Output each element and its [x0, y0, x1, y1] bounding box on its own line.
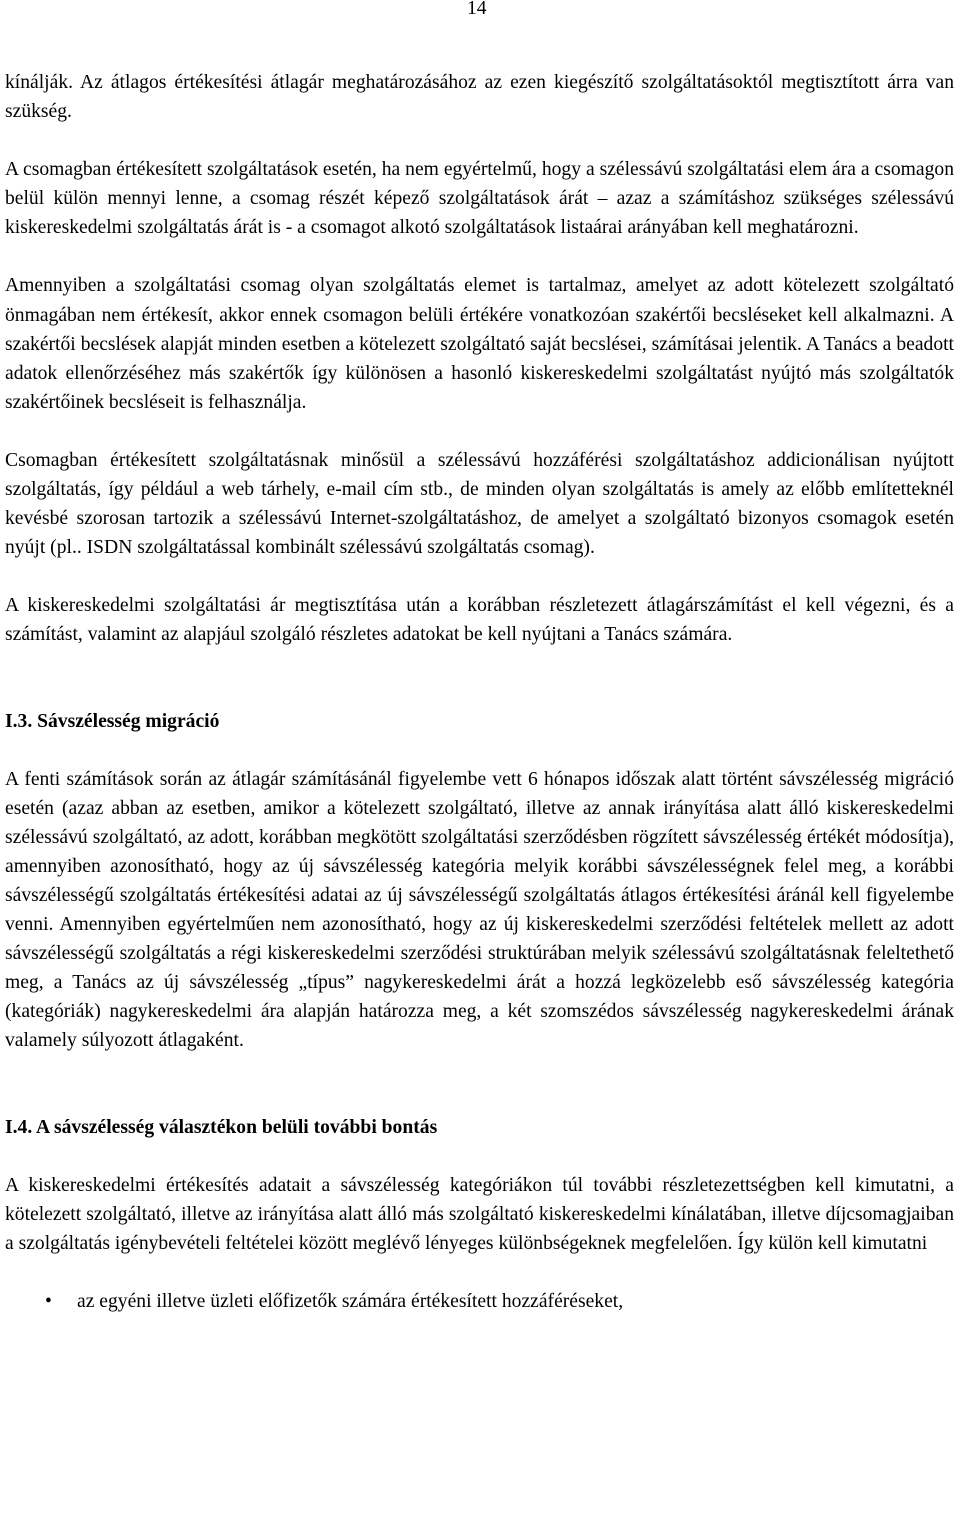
- paragraph: A fenti számítások során az átlagár számításánál figyelembe vett 6 hónapos időszak alatt történt sávszélesség migráció esetén (azaz abban az esetben, amikor a kötelezett szolgáltató, illetve az annak irányítása alatt álló kiskereskedelmi szélessávú szolgáltató, az adott, korábban megkötött szolgáltatási szerződésben rögzített sávszélesség értékét módosítja), amennyiben azonosítható, hogy az új sávszélesség kategória melyik korábbi sávszélességnek felel meg, a korábbi sávszélességű szolgáltatás értékesítési adatai az új sávszélességű szolgáltatás átlagos értékesítési áránál kell figyelembe venni. Amennyiben egyértelműen nem azonosítható, hogy az új kiskereskedelmi szerződési feltételek mellett az adott sávszélességű szolgáltatás a régi kiskereskedelmi szerződési struktúrában melyik szélessávú szolgáltatásnak feleltethető meg, a Tanács az új sávszélesség „típus” nagykereskedelmi árát a hozzá legközelebb eső sávszélesség kategória (kategóriák) nagykereskedelmi ára alapján határozza meg, a két szomszédos sávszélesség nagykereskedelmi árának valamely súlyozott átlagaként.: [5, 768, 954, 1052]
- spacer: [5, 679, 954, 707]
- bullet-list: [5, 1287, 954, 1316]
- paragraph: Amennyiben a szolgáltatási csomag olyan szolgáltatás elemet is tartalmaz, amelyet az adott kötelezett szolgáltató önmagában nem értékesít, akkor ennek csomagon belüli értékére vonatkozóan szakértői becsléseket kell alkalmazni. A szakértői becslések alapját minden esetben a kötelezett szolgáltató saját becslései, számításai jelentik. A Tanács a beadott adatok ellenőrzéséhez más szakértők így különösen a hasonló kiskereskedelmi szolgáltatást nyújtó más szolgáltatók szakértőinek becsléseit is felhasználja.: [5, 275, 954, 413]
- paragraph: Csomagban értékesített szolgáltatásnak minősül a szélessávú hozzáférési szolgáltatáshoz addicionálisan nyújtott szolgáltatás, így például a web tárhely, e-mail cím stb., de minden olyan szolgáltatás is amely az előbb említetteknél kevésbé szorosan tartozik a szélessávú Internet-szolgáltatáshoz, de amelyet a szolgáltató bizonyos csomagok esetén nyújt (pl.. ISDN szolgáltatással kombinált szélessávú szolgáltatás csomag).: [5, 449, 954, 559]
- bullet-icon: •: [45, 1290, 52, 1312]
- page-number: 14: [467, 0, 487, 19]
- section-heading: I.3. Sávszélesség migráció: [5, 710, 220, 732]
- paragraph: kínálják. Az átlagos értékesítési átlagár meghatározásához az ezen kiegészítő szolgáltatásoktól megtisztított árra van szükség.: [5, 72, 954, 123]
- document-body: [5, 68, 954, 1316]
- paragraph: A kiskereskedelmi értékesítés adatait a sávszélesség kategóriákon túl további részletezettségben kell kimutatni, a kötelezett szolgáltató, illetve az irányítása alatt álló más szolgáltató kiskereskedelmi kínálatában, illetve díjcsomagjaiban a szolgáltatás igénybevételi feltételei között meglévő lényeges különbségeknek megfelelően. Így külön kell kimutatni: [5, 1174, 954, 1254]
- paragraph: A kiskereskedelmi szolgáltatási ár megtisztítása után a korábban részletezett átlagárszámítást el kell végezni, és a számítást, valamint az alapjául szolgáló részletes adatokat be kell nyújtani a Tanács számára.: [5, 595, 954, 646]
- list-item: [5, 1287, 954, 1316]
- section-heading: I.4. A sávszélesség választékon belüli további bontás: [5, 1116, 438, 1138]
- list-item-text: az egyéni illetve üzleti előfizetők számára értékesített hozzáféréseket,: [77, 1290, 624, 1312]
- paragraph: A csomagban értékesített szolgáltatások esetén, ha nem egyértelmű, hogy a szélessávú szolgáltatási elem ára a csomagon belül külön mennyi lenne, a csomag részét képező szolgáltatások árát – azaz a számításhoz szükséges szélessávú kiskereskedelmi szolgáltatás árát is - a csomagot alkotó szolgáltatások listaárai arányában kell meghatározni.: [5, 159, 954, 239]
- spacer: [5, 1085, 954, 1113]
